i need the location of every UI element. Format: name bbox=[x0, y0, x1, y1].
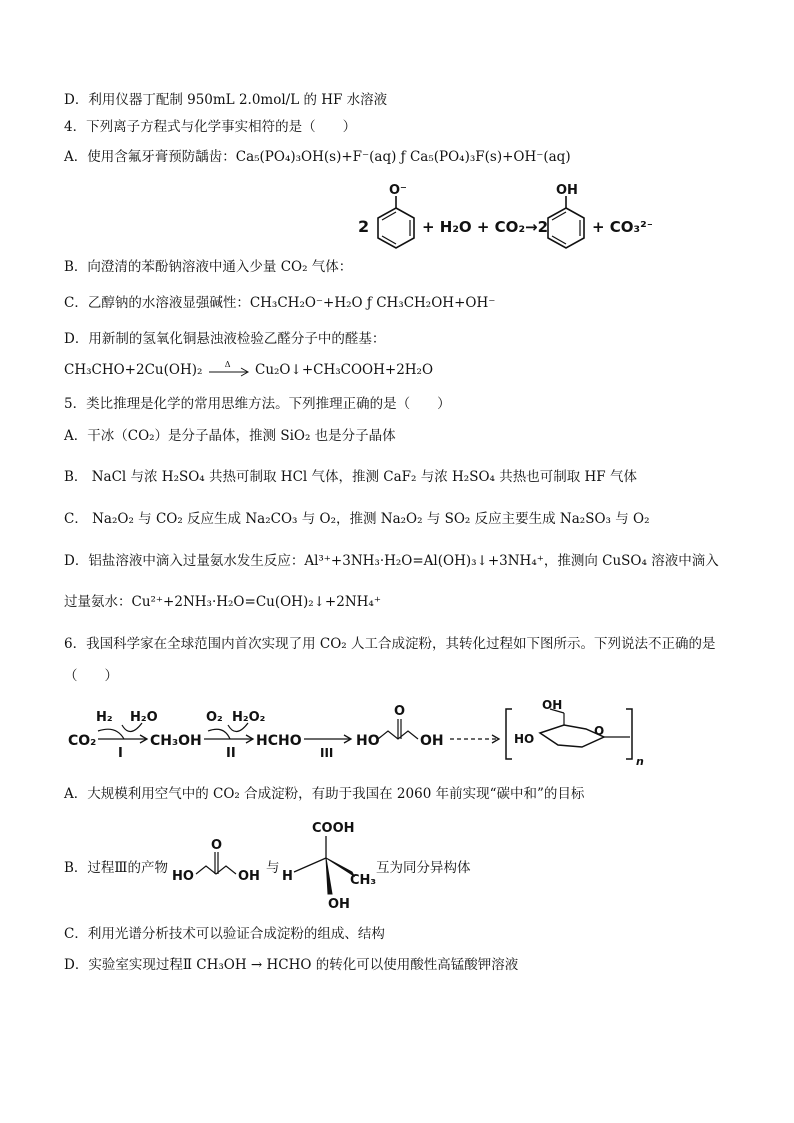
scheme-h2o: H₂O bbox=[130, 710, 158, 725]
scheme-ch3oh: CH₃OH bbox=[150, 733, 202, 749]
q4-option-c: C．乙醇钠的水溶液显强碱性：CH₃CH₂O⁻+H₂O ƒ CH₃CH₂OH+OH⁻ bbox=[64, 295, 496, 311]
scheme-o2: O₂ bbox=[206, 710, 223, 725]
b-cooh: COOH bbox=[312, 821, 355, 836]
q6-option-d: D．实验室实现过程Ⅱ CH₃OH → HCHO 的转化可以使用酸性高锰酸钾溶液 bbox=[64, 957, 519, 973]
phenoxide-o: O⁻ bbox=[389, 183, 407, 198]
heat-arrow bbox=[207, 359, 251, 379]
q5-stem: 5．类比推理是化学的常用思维方法。下列推理正确的是（ ） bbox=[64, 396, 451, 412]
scheme-dha-ho: HO bbox=[356, 733, 380, 749]
b-h: H bbox=[282, 869, 293, 884]
q4-stem: 4．下列离子方程式与化学事实相符的是（ ） bbox=[64, 119, 357, 135]
b-dha-ho: HO bbox=[172, 869, 194, 884]
q4-option-d: D．用新制的氢氧化铜悬浊液检验乙醛分子中的醛基： bbox=[64, 331, 386, 347]
q4-option-b: B．向澄清的苯酚钠溶液中通入少量 CO₂ 气体： bbox=[64, 259, 353, 275]
scheme-h2o2: H₂O₂ bbox=[232, 710, 266, 725]
scheme-h2: H₂ bbox=[96, 710, 113, 725]
q6-stem-line1: 6．我国科学家在全球范围内首次实现了用 CO₂ 人工合成淀粉，其转化过程如下图所示。下列说法不正确的是 bbox=[64, 636, 716, 652]
scheme-step-i: I bbox=[118, 746, 123, 761]
b-dha-o: O bbox=[211, 838, 223, 853]
scheme-step-iii: III bbox=[320, 746, 334, 760]
q4-b-middle: + H₂O + CO₂→2 bbox=[422, 218, 549, 236]
benzene-ring-1 bbox=[378, 208, 414, 248]
q4-d-equation bbox=[64, 360, 754, 380]
q4-d-eq-left: CH₃CHO+2Cu(OH)₂ bbox=[64, 362, 203, 378]
q3-option-d: D．利用仪器丁配制 950mL 2.0mol/L 的 HF 水溶液 bbox=[64, 92, 388, 108]
q4-b-right: + CO₃²⁻ bbox=[592, 218, 652, 236]
scheme-dha-oh: OH bbox=[420, 733, 444, 749]
b-ch3: CH₃ bbox=[350, 873, 377, 888]
q6-b-dha-structure bbox=[170, 830, 280, 890]
q6-option-b-post: 互为同分异构体 bbox=[376, 860, 471, 876]
q5-option-a: A．干冰（CO₂）是分子晶体，推测 SiO₂ 也是分子晶体 bbox=[64, 428, 396, 444]
scheme-step-ii: II bbox=[226, 746, 236, 761]
q5-option-d-line1: D．铝盐溶液中滴入过量氨水发生反应：Al³⁺+3NH₃·H₂O=Al(OH)₃↓+3NH₄⁺，推测向 CuSO₄ 溶液中滴入 bbox=[64, 553, 719, 569]
scheme-dha-o: O bbox=[394, 704, 406, 719]
starch-n: n bbox=[636, 755, 644, 768]
q5-option-c: C． Na₂O₂ 与 CO₂ 反应生成 Na₂CO₃ 与 O₂，推测 Na₂O₂ 与 SO₂ 反应主要生成 Na₂SO₃ 与 O₂ bbox=[64, 511, 650, 527]
heat-symbol: Δ bbox=[224, 359, 231, 369]
b-dha-oh: OH bbox=[238, 869, 260, 884]
q6-option-b-pre: B．过程Ⅲ的产物 bbox=[64, 860, 168, 876]
q5-option-b: B． NaCl 与浓 H₂SO₄ 共热可制取 HCl 气体，推测 CaF₂ 与浓 H₂SO₄ 共热也可制取 HF 气体 bbox=[64, 469, 637, 485]
starch-o: O bbox=[594, 724, 605, 738]
scheme-hcho: HCHO bbox=[256, 733, 302, 749]
q6-option-a: A．大规模利用空气中的 CO₂ 合成淀粉，有助于我国在 2060 年前实现“碳中和”的目标 bbox=[64, 786, 585, 802]
q6-stem-line2: （ ） bbox=[64, 668, 118, 684]
q6-option-b-mid: 与 bbox=[266, 860, 280, 876]
b-oh: OH bbox=[328, 897, 350, 910]
benzene-ring-2 bbox=[548, 208, 584, 248]
q4-option-a: A．使用含氟牙膏预防龋齿：Ca₅(PO₄)₃OH(s)+F⁻(aq) ƒ Ca₅(PO₄)₃F(s)+OH⁻(aq) bbox=[64, 149, 571, 165]
q6-conversion-scheme bbox=[64, 695, 650, 770]
phenol-oh: OH bbox=[556, 183, 578, 198]
starch-ho: HO bbox=[514, 732, 535, 746]
starch-oh-top: OH bbox=[542, 698, 563, 712]
scheme-co2: CO₂ bbox=[68, 733, 97, 749]
q6-option-c: C．利用光谱分析技术可以验证合成淀粉的组成、结构 bbox=[64, 926, 385, 942]
q4-d-eq-right: Cu₂O↓+CH₃COOH+2H₂O bbox=[255, 362, 434, 378]
coef-2: 2 bbox=[358, 217, 370, 236]
q5-option-d-line2: 过量氨水：Cu²⁺+2NH₃·H₂O=Cu(OH)₂↓+2NH₄⁺ bbox=[64, 594, 381, 610]
q6-b-lactic-acid-structure bbox=[280, 818, 380, 910]
